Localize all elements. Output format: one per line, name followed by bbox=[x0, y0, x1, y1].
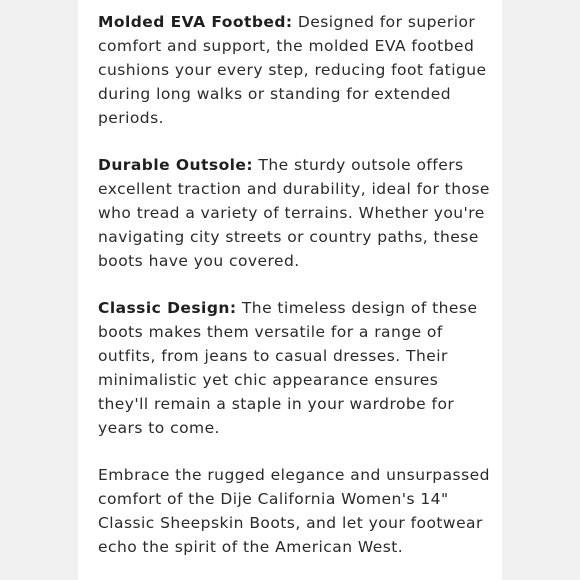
feature-label-outsole: Durable Outsole: bbox=[98, 156, 254, 174]
closing-text: Embrace the rugged elegance and unsurpassed comfort of the Dije California Women's 14" Classic Sheepskin Boots, and let your footwear echo the spirit of the American West. bbox=[98, 466, 490, 556]
feature-text-footbed: Designed for superior comfort and support, the molded EVA footbed cushions your every step, reducing foot fatigue during long walks or standing for extended periods. bbox=[98, 13, 487, 127]
feature-label-footbed: Molded EVA Footbed: bbox=[98, 13, 293, 31]
closing-paragraph bbox=[98, 463, 490, 559]
product-description bbox=[98, 10, 490, 559]
feature-label-design: Classic Design: bbox=[98, 299, 237, 317]
feature-paragraph-footbed bbox=[98, 10, 490, 130]
feature-paragraph-design bbox=[98, 296, 490, 440]
feature-text-outsole: The sturdy outsole offers excellent traction and durability, ideal for those who tread a variety of terrains. Whether you're navigating city streets or country paths, these boots have you covered. bbox=[98, 156, 490, 270]
feature-paragraph-outsole bbox=[98, 153, 490, 273]
feature-text-design: The timeless design of these boots makes them versatile for a range of outfits, from jeans to casual dresses. Their minimalistic yet chic appearance ensures they'll remain a staple in your wardrobe for years to come. bbox=[98, 299, 478, 437]
